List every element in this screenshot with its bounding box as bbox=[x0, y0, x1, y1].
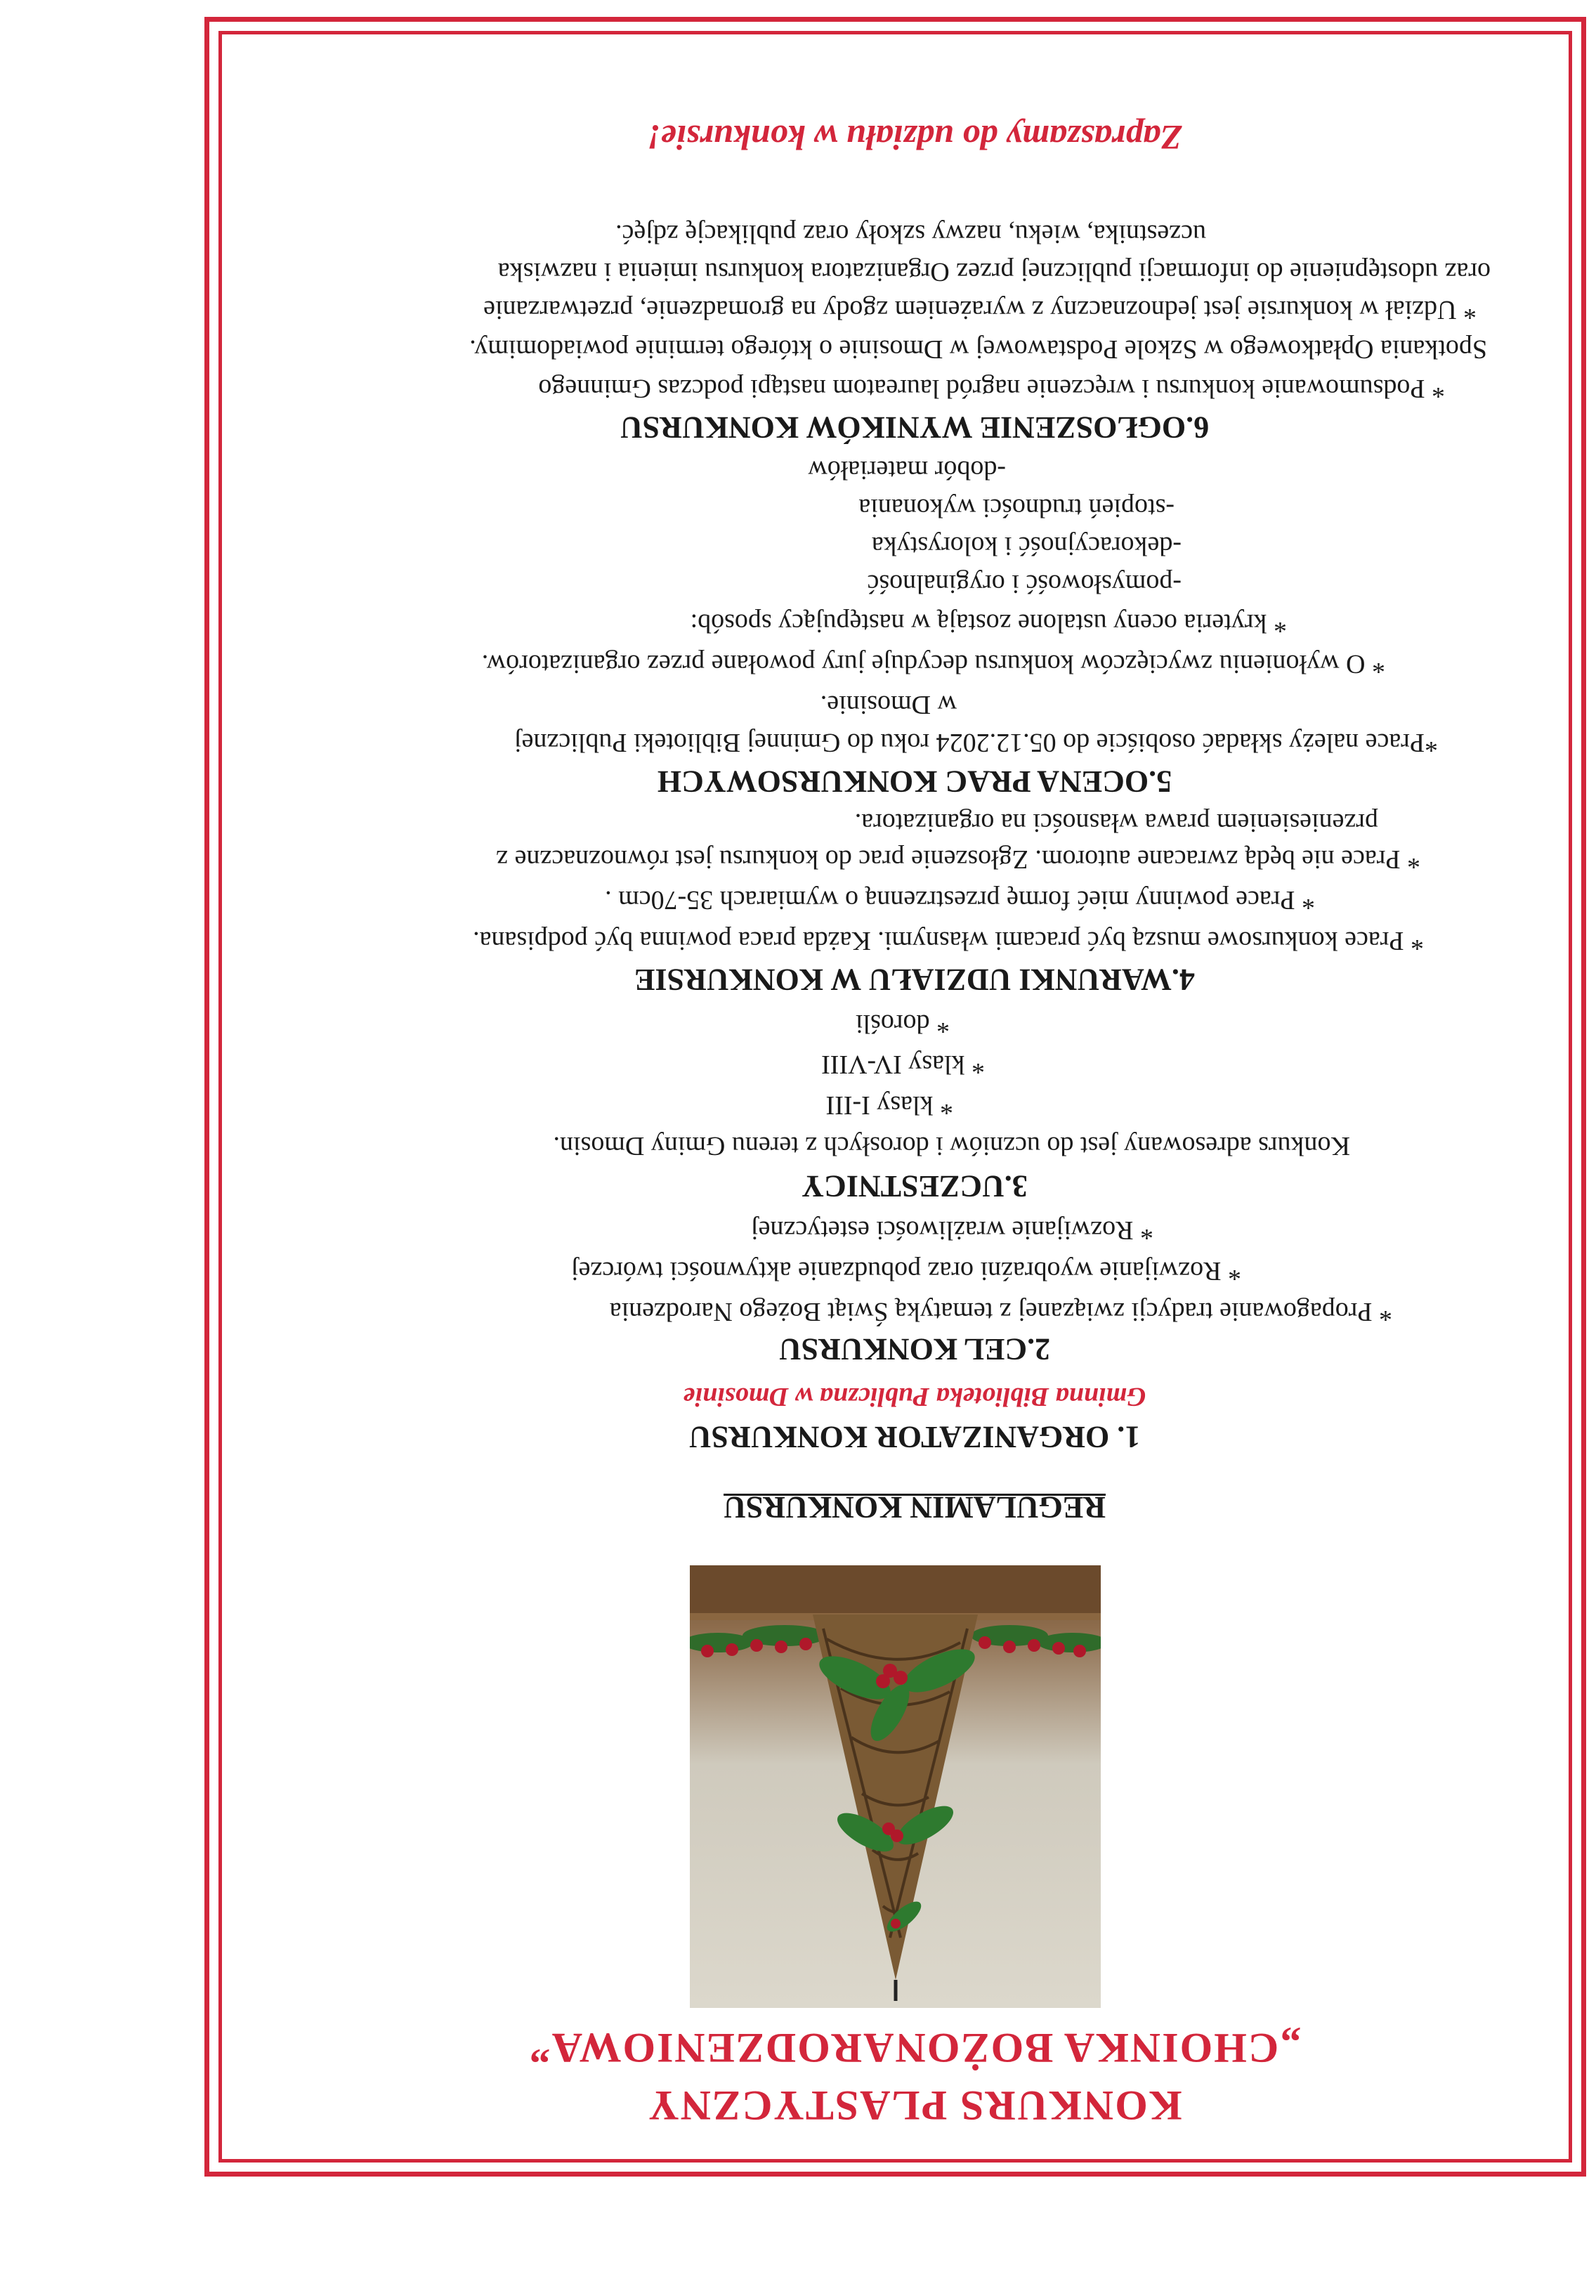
evaluation-line-5: -pomysłowość i oryginalność bbox=[867, 569, 1182, 599]
section-5-heading: 5.OCENA PRAC KONKURSOWYCH bbox=[657, 764, 1172, 799]
evaluation-line-6: -dekoracyjność i kolorystyka bbox=[871, 531, 1182, 561]
evaluation-line-3: * O wyłonieniu zwycięzców konkursu decyduje jury powołane przez organizatorów. bbox=[481, 649, 1385, 679]
goal-item-1: * Propagowanie tradycji związanej z tematyką Świąt Bożego Narodzenia bbox=[609, 1297, 1392, 1326]
evaluation-line-4: * kryteria oceny ustalone zostają w następujący sposób: bbox=[690, 608, 1287, 638]
closing-invitation: Zapraszamy do udziału w konkursie! bbox=[647, 118, 1182, 157]
results-line-1: * Podsumowanie konkursu i wręczenie nagród laureatom nastąpi podczas Gminnego bbox=[538, 374, 1445, 403]
evaluation-line-7: -stopień trudności wykonania bbox=[858, 493, 1175, 523]
evaluation-line-1: *Prace należy składać osobiście do 05.12.2024 roku do Gminnej Biblioteki Publicznej bbox=[514, 728, 1438, 757]
participant-group-3: * dorośli bbox=[855, 1009, 950, 1038]
section-3-heading: 3.UCZESTNICY bbox=[802, 1169, 1028, 1204]
results-line-5: uczestnika, wieku, nazwy szkoły oraz publikację zdjęć. bbox=[615, 219, 1206, 249]
results-line-3: * Udział w konkursie jest jednoznaczny z wyrażeniem zgody na gromadzenie, przetwarzanie bbox=[483, 295, 1477, 325]
evaluation-line-2: w Dmosinie. bbox=[820, 690, 957, 719]
conditions-line-2: * Prace powinny mieć formę przestrzenną o wymiarach 35-70cm . bbox=[605, 885, 1315, 915]
contest-title bbox=[318, 2019, 1512, 2134]
conditions-line-4: przeniesieniem prawa własności na organizatora. bbox=[854, 808, 1378, 837]
section-4-heading: 4.WARUNKI UDZIAŁU W KONKURSIE bbox=[634, 963, 1195, 997]
participants-intro: Konkurs adresowany jest do uczniów i dorosłych z terenu Gminy Dmosin. bbox=[553, 1131, 1350, 1161]
contest-title-line1: KONKURS PLASTYCZNY bbox=[647, 2082, 1182, 2129]
results-line-2: Spotkania Opłatkowego w Szkole Podstawowej w Dmosinie o którego terminie powiadomimy. bbox=[469, 334, 1487, 364]
christmas-cone-photo-icon bbox=[690, 1565, 1101, 2008]
section-1-heading: 1. ORGANIZATOR KONKURSU bbox=[688, 1420, 1141, 1454]
organizer-name: Gminna Biblioteka Publiczna w Dmosinie bbox=[683, 1382, 1146, 1411]
evaluation-line-8: -dobór materiałów bbox=[808, 455, 1006, 485]
conditions-line-1: * Prace konkursowe muszą być pracami własnymi. Każda praca powinna być podpisana. bbox=[473, 926, 1424, 955]
contest-title-line2: „CHOINKA BOŻONARODZENIOWA” bbox=[528, 2025, 1302, 2071]
participant-group-2: * klasy IV-VIII bbox=[821, 1050, 985, 1079]
section-6-heading: 6.OGŁOSZENIE WYNIKÓW KONKURSU bbox=[620, 410, 1210, 445]
section-2-heading: 2.CEL KONKURSU bbox=[778, 1332, 1051, 1366]
goal-item-2: * Rozwijanie wyobraźni oraz pobudzanie aktywności twórczej bbox=[571, 1256, 1241, 1286]
participant-group-1: * klasy I-III bbox=[825, 1090, 953, 1120]
regulamin-heading: REGULAMIN KONKURSU bbox=[724, 1490, 1106, 1525]
conditions-line-3: * Prace nie będą zwracane autorom. Zgłoszenie prac do konkursu jest równoznaczne z bbox=[496, 844, 1420, 874]
goal-item-3: * Rozwijanie wrażliwości estetycznej bbox=[751, 1215, 1153, 1245]
results-line-4: oraz udostępnienie do informacji publicznej przez Organizatora konkursu imienia i nazwiska bbox=[497, 257, 1491, 287]
